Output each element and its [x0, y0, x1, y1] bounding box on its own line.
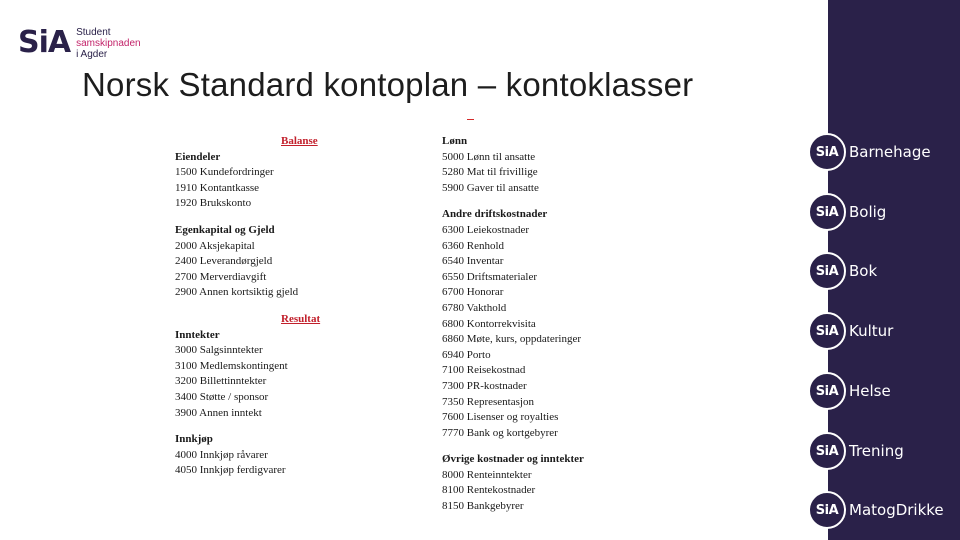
page-title: Norsk Standard kontoplan – kontoklasser	[82, 66, 694, 103]
sia-badge-icon: SiA	[808, 193, 846, 231]
sia-logo	[18, 26, 141, 60]
logo-line-3: i Agder	[76, 48, 108, 60]
account-line: 2400 Leverandørgjeld	[175, 255, 273, 268]
account-line: 7300 PR-kostnader	[442, 379, 527, 392]
account-line: 6780 Vakthold	[442, 301, 507, 314]
brand-item-kultur[interactable]	[808, 312, 893, 350]
account-line: 8150 Bankgebyrer	[442, 500, 524, 513]
brand-name: Bok	[849, 262, 878, 280]
brand-item-bolig[interactable]	[808, 193, 886, 231]
sia-badge-icon: SiA	[808, 312, 846, 350]
brand-item-helse[interactable]	[808, 372, 891, 410]
left-account-column	[175, 134, 375, 479]
brand-item-barnehage[interactable]	[808, 133, 931, 171]
account-line: 6540 Inventar	[442, 255, 504, 268]
account-line: 6300 Leiekostnader	[442, 223, 530, 236]
brand-item-matogdrikke[interactable]	[808, 491, 944, 529]
account-line: 2900 Annen kortsiktig gjeld	[175, 286, 299, 299]
group-heading-inntekter: Inntekter	[175, 328, 220, 341]
group-heading-andre: Andre driftskostnader	[442, 208, 548, 221]
account-line: 6700 Honorar	[442, 286, 504, 299]
section-resultat: Resultat	[281, 312, 321, 325]
sia-badge-icon: SiA	[808, 491, 846, 529]
account-line: 6860 Møte, kurs, oppdateringer	[442, 333, 581, 346]
account-line: 7350 Representasjon	[442, 395, 534, 408]
account-line: 5000 Lønn til ansatte	[442, 150, 536, 163]
account-line: 4050 Innkjøp ferdigvarer	[175, 464, 286, 477]
account-line: 1500 Kundefordringer	[175, 166, 274, 179]
sia-badge-icon: SiA	[808, 133, 846, 171]
account-line: 6360 Renhold	[442, 239, 505, 252]
logo-line-2: samskipnaden	[76, 37, 141, 49]
sia-badge-icon: SiA	[808, 252, 846, 290]
brand-name: Trening	[849, 442, 904, 460]
account-line: 3100 Medlemskontingent	[175, 359, 288, 372]
account-line: 4000 Innkjøp råvarer	[175, 448, 268, 461]
account-line: 8000 Renteinntekter	[442, 468, 532, 481]
account-line: 6550 Driftsmaterialer	[442, 270, 537, 283]
account-line: 1910 Kontantkasse	[175, 181, 260, 194]
account-line: 3900 Annen inntekt	[175, 406, 262, 419]
logo-text	[76, 27, 140, 60]
red-mark	[467, 119, 474, 120]
account-line: 3400 Støtte / sponsor	[175, 390, 269, 403]
account-line: 7770 Bank og kortgebyrer	[442, 426, 558, 439]
group-heading-eiendeler: Eiendeler	[175, 150, 221, 163]
brand-item-trening[interactable]	[808, 432, 904, 470]
account-line: 6940 Porto	[442, 348, 491, 361]
account-line: 1920 Brukskonto	[175, 197, 252, 210]
account-line: 3200 Billettinntekter	[175, 375, 267, 388]
account-line: 7600 Lisenser og royalties	[442, 411, 559, 424]
account-line: 5900 Gaver til ansatte	[442, 181, 539, 194]
group-heading-lonn: Lønn	[442, 135, 468, 147]
account-line: 2700 Merverdiavgift	[175, 270, 267, 283]
group-heading-ovrige: Øvrige kostnader og inntekter	[442, 453, 584, 466]
group-heading-egenkapital: Egenkapital og Gjeld	[175, 223, 275, 236]
sia-badge-icon: SiA	[808, 432, 846, 470]
logo-mark: SiA	[18, 25, 71, 60]
account-line: 7100 Reisekostnad	[442, 364, 526, 377]
logo-line-1: Student	[76, 26, 111, 38]
brand-name: Kultur	[849, 322, 894, 340]
group-heading-innkjop: Innkjøp	[175, 433, 213, 446]
account-line: 2000 Aksjekapital	[175, 239, 255, 252]
brand-name: Bolig	[849, 203, 887, 221]
brand-name: Helse	[849, 382, 891, 400]
account-line: 8100 Rentekostnader	[442, 484, 536, 497]
sia-badge-icon: SiA	[808, 372, 846, 410]
section-balanse: Balanse	[281, 135, 318, 147]
brand-item-bok[interactable]	[808, 252, 877, 290]
account-line: 3000 Salgsinntekter	[175, 344, 263, 357]
account-line: 6800 Kontorrekvisita	[442, 317, 536, 330]
right-account-column	[442, 134, 642, 515]
brand-name: MatogDrikke	[849, 501, 944, 519]
account-line: 5280 Mat til frivillige	[442, 166, 538, 179]
brand-name: Barnehage	[849, 143, 931, 161]
